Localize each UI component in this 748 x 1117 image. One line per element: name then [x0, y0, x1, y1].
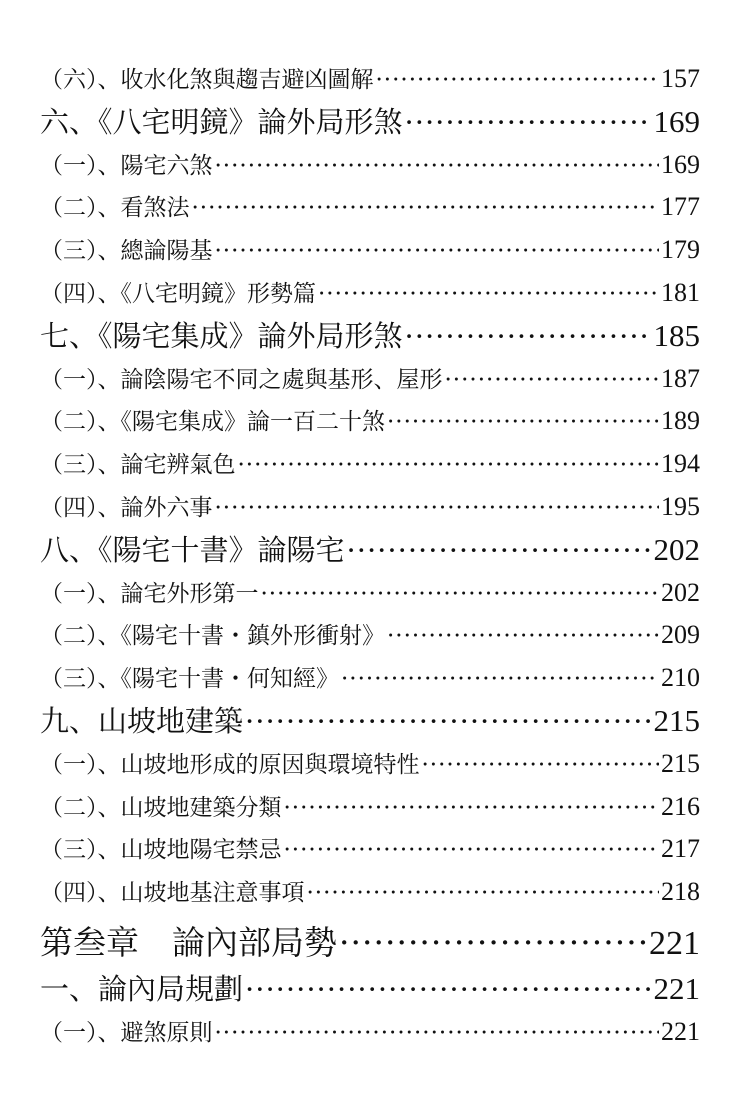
dot-leader [422, 744, 660, 786]
toc-entry-page-number: 221 [649, 924, 700, 962]
toc-entry-page-number: 179 [661, 235, 700, 265]
toc-entry [40, 572, 700, 615]
toc-entry-page-number: 195 [661, 491, 700, 521]
toc-entry-page-number: 202 [661, 577, 700, 607]
toc-entry-page-number: 187 [661, 363, 700, 393]
toc-section-entry [40, 101, 700, 144]
dot-leader [376, 59, 660, 101]
toc-entry-page-number: 218 [661, 877, 700, 907]
toc-entry-page-number: 221 [653, 970, 700, 1006]
toc-entry-page-number: 194 [661, 449, 700, 479]
dot-leader [245, 968, 651, 1011]
toc-entry-title: （六）、收水化煞與趨吉避凶圖解 [40, 67, 374, 93]
toc-entry [40, 229, 700, 272]
dot-leader [238, 444, 660, 486]
toc-entry-page-number: 217 [661, 834, 700, 864]
toc-entry-title: （三）、論宅辨氣色 [40, 452, 236, 479]
toc-entry-page-number: 216 [661, 791, 700, 821]
toc-entry [40, 186, 700, 229]
toc-entry-title: 七、《陽宅集成》論外局形煞 [40, 318, 403, 353]
toc-entry-page-number: 177 [661, 192, 700, 222]
dot-leader [261, 573, 660, 615]
dot-leader [387, 401, 659, 443]
table-of-contents [40, 58, 700, 1054]
dot-leader [192, 187, 660, 229]
toc-entry [40, 614, 700, 657]
dot-leader [215, 487, 660, 529]
toc-entry-page-number: 221 [661, 1016, 700, 1046]
toc-entry-title: 第叁章 論內部局勢 [40, 922, 337, 962]
toc-entry [40, 1011, 700, 1054]
toc-entry-page-number: 209 [661, 620, 700, 650]
toc-entry [40, 786, 700, 829]
toc-entry [40, 828, 700, 871]
toc-section-entry [40, 315, 700, 358]
dot-leader [284, 787, 660, 829]
toc-entry-title: 六、《八宅明鏡》論外局形煞 [40, 104, 403, 139]
dot-leader [405, 315, 652, 358]
toc-entry-title: （一）、陽宅六煞 [40, 152, 213, 179]
toc-entry-title: （四）、《八宅明鏡》形勢篇 [40, 280, 316, 307]
toc-entry-page-number: 169 [653, 103, 700, 139]
toc-entry-page-number: 215 [653, 702, 700, 738]
dot-leader [307, 872, 660, 914]
toc-entry-page-number: 202 [653, 531, 700, 567]
toc-entry-title: 九、山坡地建築 [40, 703, 244, 738]
toc-entry [40, 657, 700, 700]
toc-entry-page-number: 210 [661, 663, 700, 693]
toc-entry [40, 443, 700, 486]
toc-entry-title: 一、論內局規劃 [40, 971, 244, 1006]
toc-entry-title: （三）、總論陽基 [40, 238, 213, 265]
toc-entry-title: 八、《陽宅十書》論陽宅 [40, 532, 345, 567]
toc-entry-title: （一）、山坡地形成的原因與環境特性 [40, 751, 420, 778]
dot-leader [405, 101, 652, 144]
toc-entry-title: （一）、避煞原則 [40, 1019, 213, 1046]
toc-entry [40, 743, 700, 786]
toc-section-entry [40, 529, 700, 572]
toc-entry-title: （三）、山坡地陽宅禁忌 [40, 837, 282, 864]
toc-entry-title: （一）、論宅外形第一 [40, 580, 259, 607]
toc-entry [40, 144, 700, 187]
dot-leader [347, 529, 652, 572]
toc-entry-page-number: 169 [661, 149, 700, 179]
dot-leader [215, 145, 660, 187]
dot-leader [215, 230, 660, 272]
toc-entry-page-number: 157 [661, 64, 700, 93]
toc-entry-page-number: 215 [661, 748, 700, 778]
dot-leader [215, 1012, 660, 1054]
toc-entry-page-number: 181 [661, 277, 700, 307]
toc-entry-title: （四）、論外六事 [40, 494, 213, 521]
toc-entry-page-number: 185 [653, 317, 700, 353]
dot-leader [339, 918, 647, 968]
dot-leader [245, 700, 651, 743]
dot-leader [341, 658, 659, 700]
toc-entry-title: （四）、山坡地基注意事項 [40, 880, 305, 907]
dot-leader [445, 359, 660, 401]
toc-entry [40, 272, 700, 315]
toc-entry-title: （三）、《陽宅十書・何知經》 [40, 666, 339, 693]
toc-section-entry [40, 968, 700, 1011]
toc-entry [40, 871, 700, 914]
toc-entry-title: （一）、論陰陽宅不同之處與基形、屋形 [40, 366, 443, 393]
toc-entry-page-number: 189 [661, 406, 700, 436]
toc-chapter-entry [40, 918, 700, 968]
toc-section-entry [40, 700, 700, 743]
toc-entry [40, 58, 700, 101]
dot-leader [387, 615, 659, 657]
toc-entry-title: （二）、看煞法 [40, 195, 190, 222]
toc-entry-title: （二）、山坡地建築分類 [40, 794, 282, 821]
toc-entry [40, 400, 700, 443]
dot-leader [284, 829, 660, 871]
toc-entry [40, 486, 700, 529]
toc-entry-title: （二）、《陽宅集成》論一百二十煞 [40, 409, 385, 436]
toc-entry [40, 358, 700, 401]
toc-entry-title: （二）、《陽宅十書・鎮外形衝射》 [40, 623, 385, 650]
dot-leader [318, 273, 659, 315]
